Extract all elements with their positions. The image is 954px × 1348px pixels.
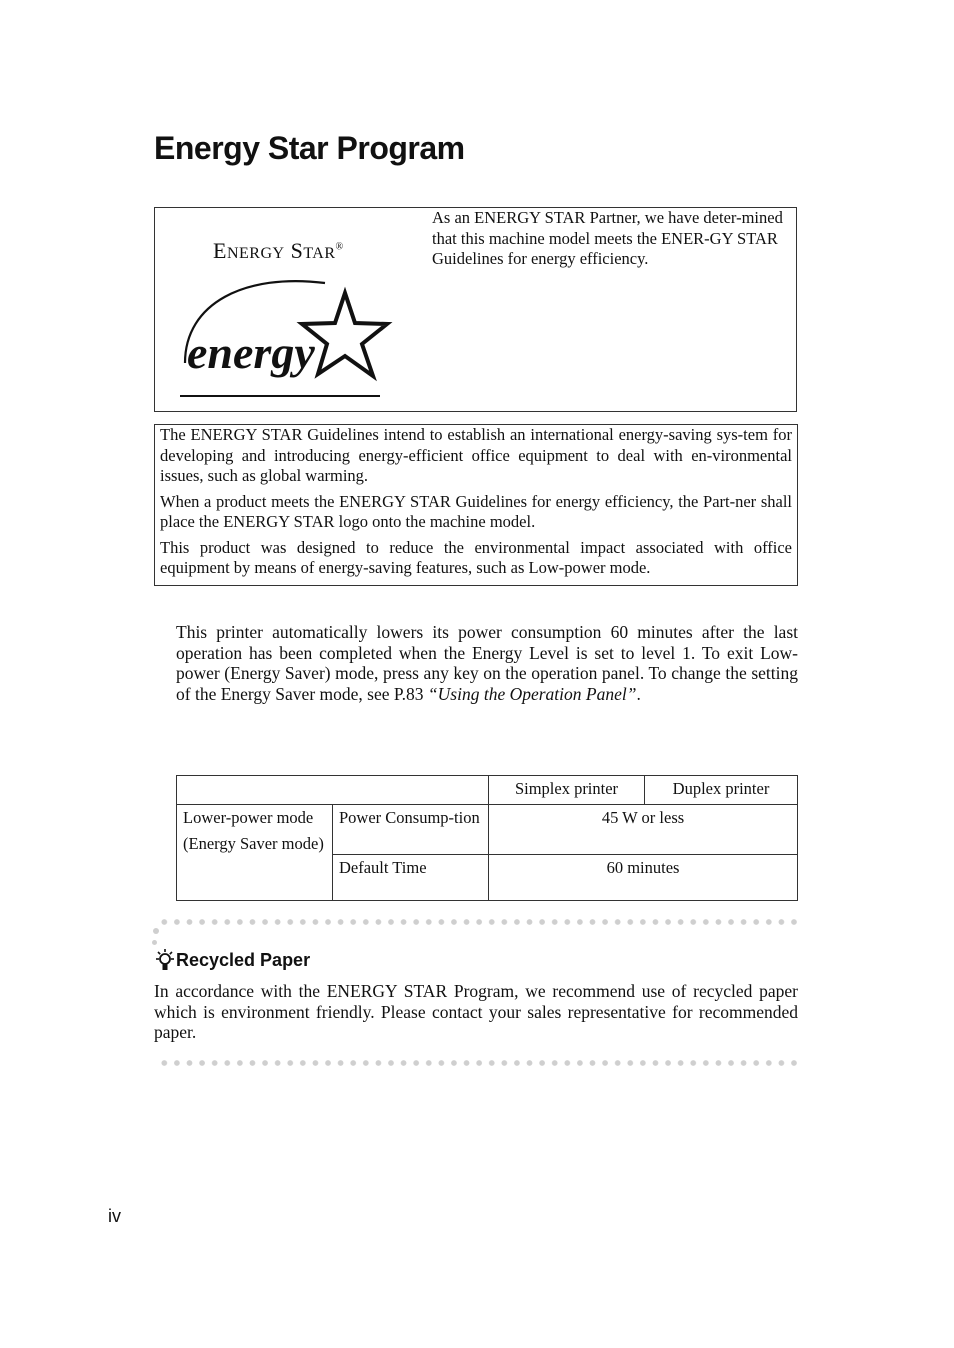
energy-star-logo-icon [175,268,395,403]
table-header-row [177,776,798,805]
power-spec-table [176,775,798,901]
note-text: In accordance with the ENERGY STAR Program, we recommend use of recycled paper which is environment friendly. Please contact your sales representative for recommended paper. [154,981,798,1043]
guidelines-paragraph: This product was designed to reduce the environmental impact associated with office equipment by means of energy-saving features, such as Low-power mode. [160,537,792,577]
energy-star-logo-box [154,207,797,412]
row-label: Power Consump-tion [333,804,489,854]
table-header-cell: Duplex printer [645,776,798,805]
energy-star-wordmark: ENERGY STAR® [213,238,344,263]
guidelines-box [154,424,798,586]
partner-statement: As an ENERGY STAR Partner, we have deter-mined that this machine model meets the ENER-GY STAR Guidelines for energy efficiency. [432,208,783,268]
table-header-cell [177,776,489,805]
divider-dot [152,940,157,945]
note-top-divider [158,918,798,926]
guidelines-paragraph: The ENERGY STAR Guidelines intend to establish an international energy-saving sys-tem for developing and introducing energy-efficient office equipment to deal with en-vironmental issues, such as global warming. [160,425,792,485]
divider-dot [153,928,159,934]
guidelines-paragraph: When a product meets the ENERGY STAR Guidelines for energy efficiency, the Part-ner shall place the ENERGY STAR logo onto the machine model. [160,491,792,531]
row-value: 60 minutes [489,854,798,900]
mode-label: Lower-power mode [183,807,314,827]
table-header-cell: Simplex printer [489,776,645,805]
table-row [177,804,798,854]
operation-panel-reference[interactable]: “Using the Operation Panel” [427,683,637,704]
page-title: Energy Star Program [154,130,465,166]
energy-script-word: energy [187,327,315,378]
row-value: 45 W or less [489,804,798,854]
mode-sublabel: (Energy Saver mode) [183,834,324,853]
page-number: iv [108,1206,121,1226]
energy-saver-paragraph: This printer automatically lowers its power consumption 60 minutes after the last operation has been completed when the Energy Level is set to level 1. To exit Low-power (Energy Saver) mode, press any key on the operation panel. To change the setting of the Energy Saver mode, see P.83 “Using the Operation Panel”. [176,622,798,704]
row-label: Default Time [333,854,489,900]
lightbulb-icon [154,948,176,974]
note-bottom-divider [158,1059,798,1067]
mode-cell [177,804,333,900]
note-title: Recycled Paper [176,950,311,970]
